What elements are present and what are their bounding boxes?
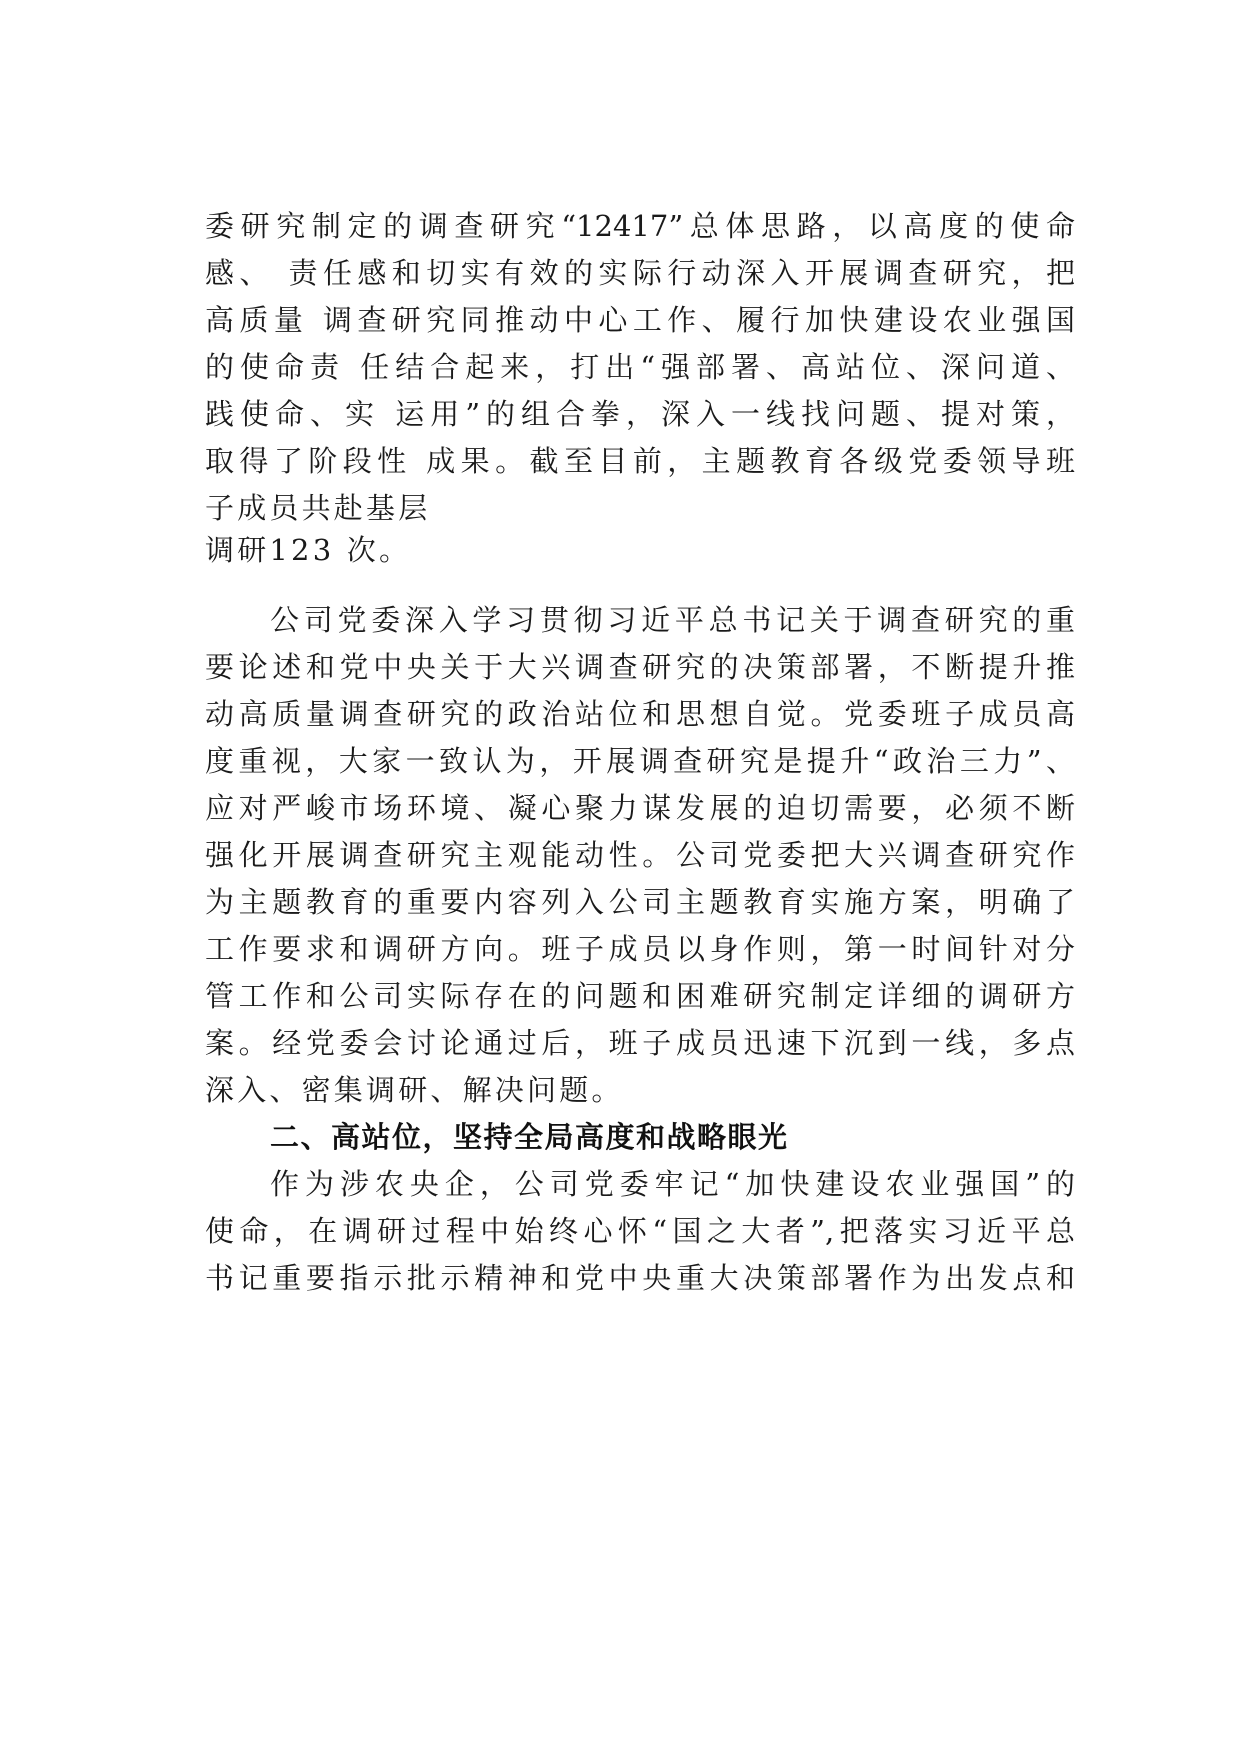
paragraph-line: 践使命、实 运用”的组合拳，深入一线找问题、提对策， xyxy=(205,397,1075,431)
paragraph-line: 子成员共赴基层 xyxy=(205,491,431,525)
paragraph-line: 动高质量调查研究的政治站位和思想自觉。党委班子成员高 xyxy=(205,697,1075,731)
paragraph-line: 要论述和党中央关于大兴调查研究的决策部署，不断提升推 xyxy=(205,650,1075,684)
paragraph-line: 深入、密集调研、解决问题。 xyxy=(205,1073,624,1107)
paragraph-line: 取得了阶段性 成果。截至目前，主题教育各级党委领导班 xyxy=(205,444,1075,478)
paragraph-line: 管工作和公司实际存在的问题和困难研究制定详细的调研方 xyxy=(205,979,1075,1013)
paragraph-line: 应对严峻市场环境、凝心聚力谋发展的迫切需要，必须不断 xyxy=(205,791,1075,825)
paragraph-line: 作为涉农央企，公司党委牢记“加快建设农业强国”的 xyxy=(270,1167,1075,1201)
paragraph-line: 的使命责 任结合起来，打出“强部署、高站位、深问道、 xyxy=(205,350,1075,384)
paragraph-line: 为主题教育的重要内容列入公司主题教育实施方案，明确了 xyxy=(205,885,1075,919)
paragraph-line: 感、 责任感和切实有效的实际行动深入开展调查研究，把 xyxy=(205,256,1075,290)
paragraph-line: 度重视，大家一致认为，开展调查研究是提升“政治三力”、 xyxy=(205,744,1075,778)
section-heading: 二、高站位，坚持全局高度和战略眼光 xyxy=(270,1120,789,1154)
paragraph-line: 委研究制定的调查研究“12417”总体思路，以高度的使命 xyxy=(205,209,1075,243)
paragraph-line: 书记重要指示批示精神和党中央重大决策部署作为出发点和 xyxy=(205,1261,1075,1295)
paragraph-line: 使命，在调研过程中始终心怀“国之大者”,把落实习近平总 xyxy=(205,1214,1075,1248)
paragraph-line: 调研123 次。 xyxy=(205,533,412,567)
paragraph-line: 工作要求和调研方向。班子成员以身作则，第一时间针对分 xyxy=(205,932,1075,966)
paragraph-line: 案。经党委会讨论通过后，班子成员迅速下沉到一线，多点 xyxy=(205,1026,1075,1060)
paragraph-line: 高质量 调查研究同推动中心工作、履行加快建设农业强国 xyxy=(205,303,1075,337)
paragraph-line: 公司党委深入学习贯彻习近平总书记关于调查研究的重 xyxy=(270,603,1075,637)
paragraph-line: 强化开展调查研究主观能动性。公司党委把大兴调查研究作 xyxy=(205,838,1075,872)
